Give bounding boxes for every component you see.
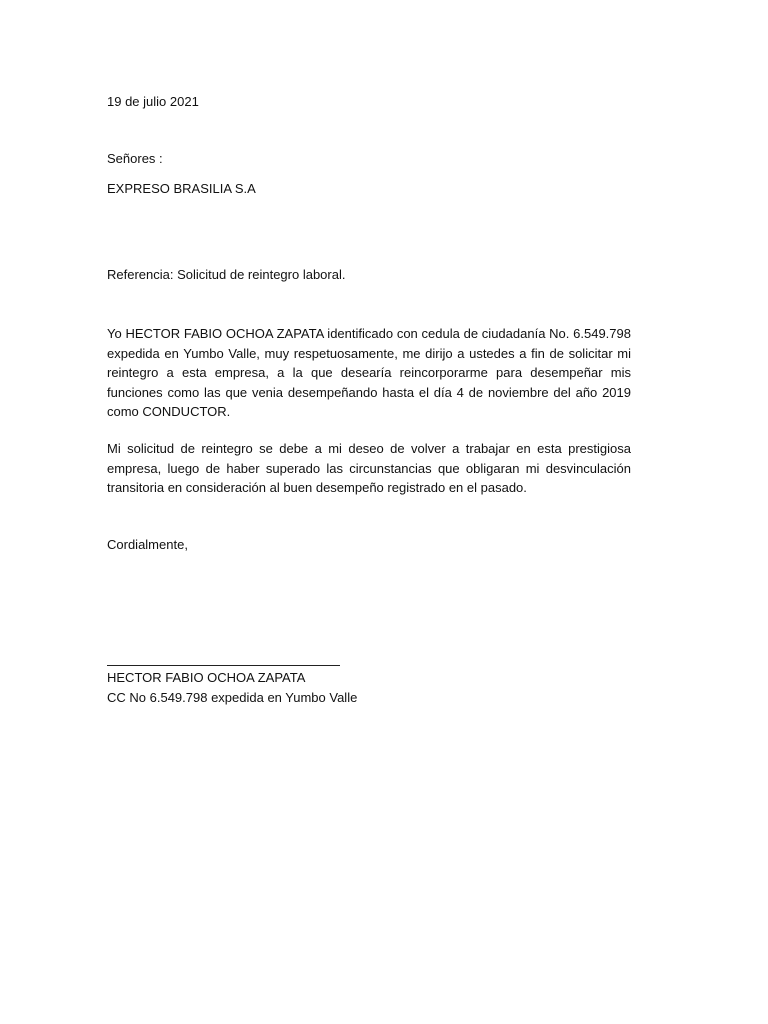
body-paragraph-text: Mi solicitud de reintegro se debe a mi deseo de volver a trabajar en esta prestigiosa empresa, luego de haber superado las circunstancias que obligaran mi desvinculación transitoria en consideración al buen desempeño registrado en el pasado. xyxy=(107,441,631,495)
body-paragraph xyxy=(107,324,631,422)
closing: Cordialmente, xyxy=(107,537,188,552)
recipient-company: EXPRESO BRASILIA S.A xyxy=(107,181,256,196)
salutation: Señores : xyxy=(107,151,163,166)
signature-name: HECTOR FABIO OCHOA ZAPATA xyxy=(107,670,306,685)
signature-line xyxy=(107,665,340,666)
body-paragraph xyxy=(107,439,631,498)
reference-line: Referencia: Solicitud de reintegro laboral. xyxy=(107,267,346,282)
signature-id: CC No 6.549.798 expedida en Yumbo Valle xyxy=(107,690,358,705)
body-paragraph-text: Yo HECTOR FABIO OCHOA ZAPATA identificado con cedula de ciudadanía No. 6.549.798 expedida en Yumbo Valle, muy respetuosamente, me dirijo a ustedes a fin de solicitar mi reintegro a esta empresa, a la que desearía reincorporarme para desempeñar mis funciones como las que venia desempeñando hasta el día 4 de noviembre del año 2019 como CONDUCTOR. xyxy=(107,326,631,419)
letter-date: 19 de julio 2021 xyxy=(107,94,199,109)
